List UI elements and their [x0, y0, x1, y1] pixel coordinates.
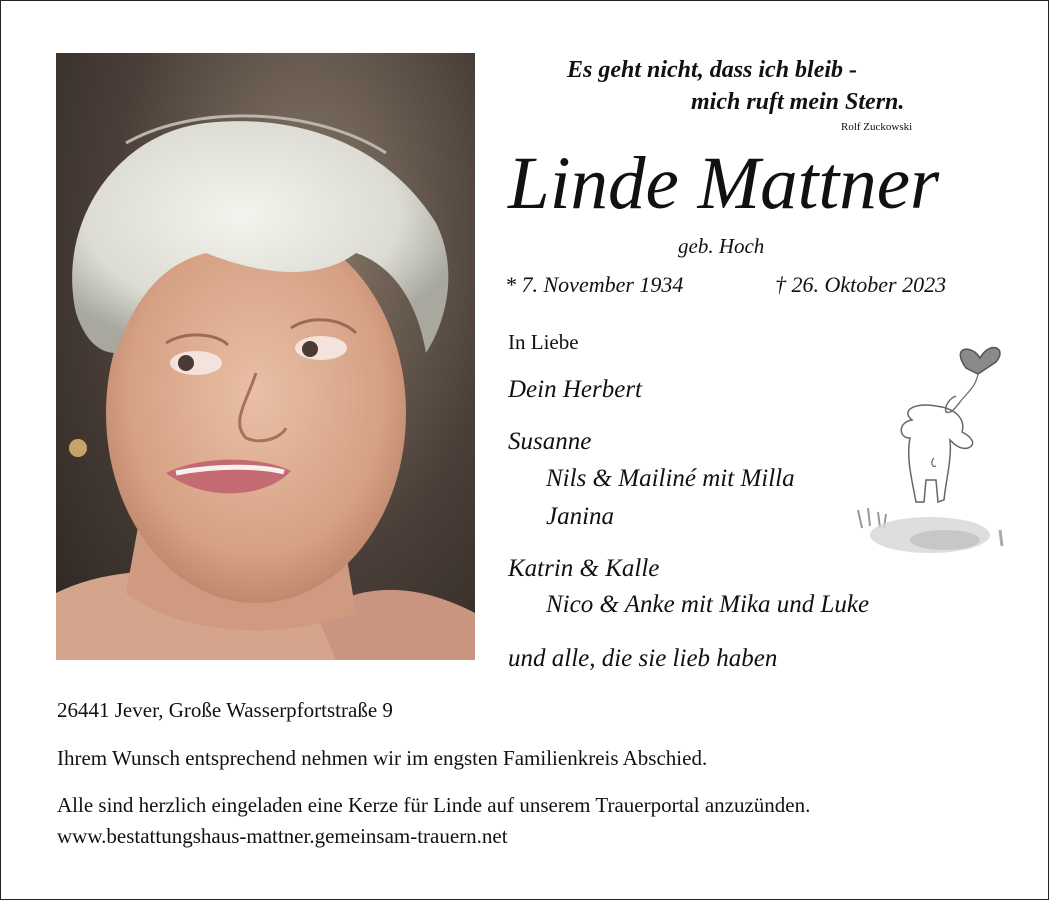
quote-line-2: mich ruft mein Stern.: [691, 89, 905, 115]
address: 26441 Jever, Große Wasserpfortstraße 9: [57, 698, 393, 722]
memorial-portal-link[interactable]: www.bestattungshaus-mattner.gemeinsam-trauern.net: [57, 824, 508, 848]
maiden-name: geb. Hoch: [678, 234, 765, 258]
portrait-photo: [56, 53, 475, 660]
deceased-name: Linde Mattner: [508, 142, 940, 225]
mourner-line: Dein Herbert: [508, 376, 642, 403]
elephant-balloon-drawing: [850, 340, 1010, 565]
quote-line-1: Es geht nicht, dass ich bleib -: [567, 57, 858, 83]
mourner-line: Nils & Mailiné mit Milla: [546, 465, 795, 492]
candle-invitation: Alle sind herzlich eingeladen eine Kerze für Linde auf unserem Trauerportal anzuzünden.: [57, 793, 811, 817]
death-date: † 26. Oktober 2023: [775, 272, 947, 297]
birth-date: * 7. November 1934: [505, 272, 684, 297]
mourners-intro: In Liebe: [508, 330, 579, 354]
mourner-line: Janina: [546, 503, 615, 530]
mourner-line: Nico & Anke mit Mika und Luke: [546, 591, 870, 618]
heart-icon: [960, 348, 1000, 374]
quote-author: Rolf Zuckowski: [841, 121, 913, 133]
mourner-line: und alle, die sie lieb haben: [508, 645, 778, 672]
mourner-line: Katrin & Kalle: [508, 555, 660, 582]
portrait-illustration: [56, 53, 475, 660]
mourner-line: Susanne: [508, 428, 592, 455]
farewell-note: Ihrem Wunsch entsprechend nehmen wir im engsten Familienkreis Abschied.: [57, 746, 708, 770]
